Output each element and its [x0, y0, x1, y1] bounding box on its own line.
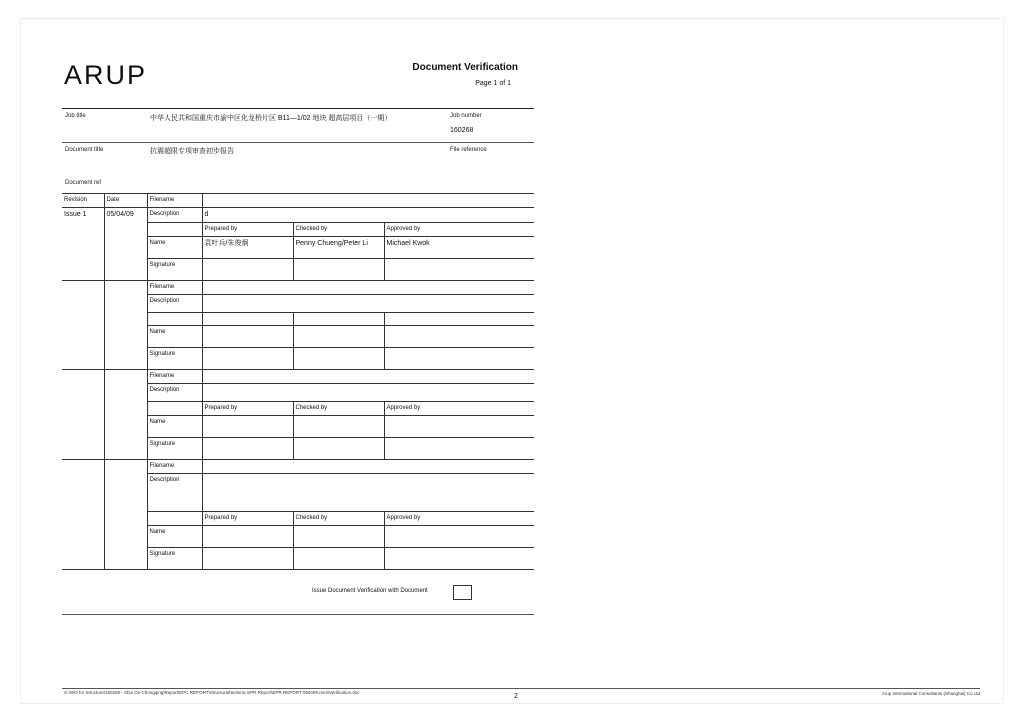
revision-cell [62, 460, 104, 570]
footer-company: Arup International Consultants (Shanghai) Co Ltd [881, 691, 980, 696]
revision-header: Revision [62, 194, 104, 208]
signature-label: Signature [147, 348, 202, 370]
name-cell [293, 416, 384, 438]
issue-verification-label: Issue Document Verification with Document [312, 588, 428, 594]
signature-cell [293, 548, 384, 570]
signature-label: Signature [147, 548, 202, 570]
divider-bottom [62, 614, 534, 615]
filename-cell [202, 460, 534, 474]
date-header: Date [104, 194, 147, 208]
filename-label: Filename [147, 370, 202, 384]
description-label: Description [147, 295, 202, 313]
description-label: Description [147, 384, 202, 402]
signature-cell [384, 438, 534, 460]
signature-cell [202, 548, 293, 570]
prepared-by-label: Prepared by [202, 512, 293, 526]
description-cell [202, 384, 534, 402]
signature-label: Signature [147, 259, 202, 281]
signature-cell [293, 348, 384, 370]
name-cell [384, 326, 534, 348]
filename-label: Filename [147, 460, 202, 474]
signature-cell [293, 438, 384, 460]
checked-by-label: Checked by [293, 512, 384, 526]
name-cell [384, 416, 534, 438]
name-cell [384, 526, 534, 548]
issue1-description: d [202, 208, 534, 223]
job-title-label: Job title [65, 113, 86, 119]
name-cell [202, 326, 293, 348]
checked-by-label: Checked by [293, 223, 384, 237]
issue-verification-checkbox[interactable] [453, 585, 472, 600]
blank-cell [293, 313, 384, 326]
footer-divider [62, 688, 980, 689]
page-border-bottom [20, 703, 1004, 704]
name-cell [202, 416, 293, 438]
blank-cell [202, 313, 293, 326]
signature-cell [202, 348, 293, 370]
issue1-date: 05/04/09 [104, 208, 147, 281]
issue1-approved-name: Michael Kwok [384, 237, 534, 259]
description-cell [202, 474, 534, 512]
signature-label: Signature [147, 438, 202, 460]
blank-cell [147, 223, 202, 237]
table-row [62, 460, 534, 474]
page-count: Page 1 of 1 [475, 80, 511, 87]
date-cell [104, 281, 147, 370]
document-ref-label: Document ref [65, 180, 102, 186]
revision-cell [62, 281, 104, 370]
signature-cell [384, 548, 534, 570]
table-row [62, 281, 534, 295]
signature-cell [202, 259, 293, 281]
approved-by-label: Approved by [384, 402, 534, 416]
name-cell [293, 526, 384, 548]
date-cell [104, 370, 147, 460]
footer-page-number: 2 [514, 693, 518, 700]
checked-by-label: Checked by [293, 402, 384, 416]
date-cell [104, 460, 147, 570]
name-cell [202, 526, 293, 548]
issue1-revision: Issue 1 [62, 208, 104, 281]
approved-by-label: Approved by [384, 512, 534, 526]
signature-cell [384, 348, 534, 370]
signature-cell [293, 259, 384, 281]
prepared-by-label: Prepared by [202, 223, 293, 237]
revision-cell [62, 370, 104, 460]
filename-cell [202, 194, 534, 208]
page-border-top [20, 18, 1004, 19]
divider-document [62, 142, 534, 143]
blank-cell [384, 313, 534, 326]
name-label: Name [147, 526, 202, 548]
page-border-right [1003, 20, 1004, 700]
table-row [62, 370, 534, 384]
issue1-prepared-name: 袁叶兵/朱俊炯 [202, 237, 293, 259]
document-heading: Document Verification [412, 62, 518, 73]
name-label: Name [147, 326, 202, 348]
signature-cell [384, 259, 534, 281]
prepared-by-label: Prepared by [202, 402, 293, 416]
revision-table [62, 193, 534, 570]
file-reference-label: File reference [450, 147, 487, 153]
divider-job [62, 108, 534, 109]
document-title-value: 抗震超限专项审查初步报告 [150, 148, 234, 155]
name-label: Name [147, 237, 202, 259]
name-label: Name [147, 416, 202, 438]
filename-cell [202, 370, 534, 384]
table-header-row [62, 194, 534, 208]
description-label: Description [147, 208, 202, 223]
document-title-label: Document title [65, 147, 104, 153]
filename-label: Filename [147, 281, 202, 295]
description-cell [202, 295, 534, 313]
arup-logo: ARUP [64, 60, 148, 90]
footer-path: G:\WO for Structure\160268 - Shui On Chongqing\Report\EPC REPORT\Structural\Seismic EPR Report\EPR REPORT 050409.rev4\Verification.doc [64, 690, 360, 695]
job-number-value: 160268 [450, 127, 474, 134]
filename-header: Filename [147, 194, 202, 208]
filename-cell [202, 281, 534, 295]
name-cell [293, 326, 384, 348]
job-number-label: Job number [450, 113, 482, 119]
table-row [62, 208, 534, 223]
job-title-value: 中华人民共和国重庆市渝中区化龙桥片区 B11—1/02 地块 超高层项目（一期） [150, 115, 392, 122]
approved-by-label: Approved by [384, 223, 534, 237]
page-border-left [20, 20, 21, 700]
blank-cell [147, 512, 202, 526]
description-label: Description [147, 474, 202, 512]
blank-cell [147, 313, 202, 326]
issue1-checked-name: Penny Chueng/Peter Li [293, 237, 384, 259]
blank-cell [147, 402, 202, 416]
signature-cell [202, 438, 293, 460]
